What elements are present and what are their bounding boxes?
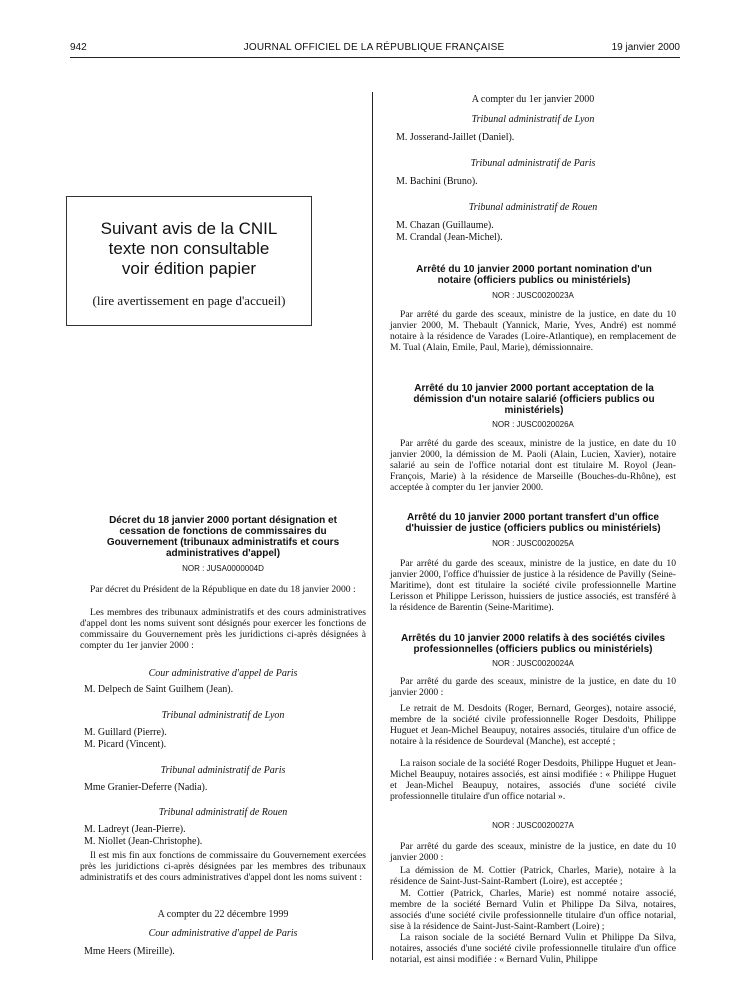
arrete-2-text: Par arrêté du garde des sceaux, ministre de la justice, en date du 10 janvier 2000, la démission de M. Paoli (Alain, Lucien, Xavier), notaire salarié au sein de l'office notarial dont est titulaire M. Royol (Jean-François, Marie) à la résidence de Marseille (Bouches-du-Rhône), est acceptée à compter du 1er janvier 2000.	[390, 438, 676, 493]
name-bachini: M. Bachini (Bruno).	[396, 176, 478, 187]
heading-ta-rouen: Tribunal administratif de Rouen	[158, 807, 288, 818]
arrete-3-nor: NOR : JUSC0020025A	[492, 539, 574, 548]
arrete-1-nor: NOR : JUSC0020023A	[492, 291, 574, 300]
issue-date: 19 janvier 2000	[611, 42, 680, 53]
decret-para-3: Il est mis fin aux fonctions de commissaire du Gouvernement exercées près les juridictions ci-après désignées par les membres des tribunaux administratifs et des cours administratives d'appel dont les noms suivent :	[80, 850, 366, 883]
name-crandal: M. Crandal (Jean-Michel).	[396, 232, 503, 243]
arrete-5-para-4: La raison sociale de la société Bernard Vulin et Philippe Da Silva, notaires, associés d'une société civile professionnelle titulaire d'un office notarial, est ainsi modifiée : « Bernard Vulin, Philippe	[390, 932, 676, 965]
arrete-5-para-1: Par arrêté du garde des sceaux, ministre de la justice, en date du 10 janvier 2000 :	[390, 841, 676, 863]
cnil-line-3: voir édition papier	[121, 259, 257, 278]
arrete-5-nor: NOR : JUSC0020027A	[492, 821, 574, 830]
arrete-1-text: Par arrêté du garde des sceaux, ministre de la justice, en date du 10 janvier 2000, M. Thebault (Yannick, Marie, Yves, André) est nommé notaire à la résidence de Varades (Loire-Atlantique), en remplacement de M. Tual (Alain, Emile, Paul, Marie), démissionnaire.	[390, 309, 676, 353]
decret-para-2: Les membres des tribunaux administratifs et des cours administratives d'appel dont les noms suivent sont désignés pour exercer les fonctions de commissaire du Gouvernement près les juridictions ci-après désignées à compter du 1er janvier 2000 :	[80, 607, 366, 651]
arrete-2-title: Arrêté du 10 janvier 2000 portant acceptation de la démission d'un notaire salarié (officiers publics ou ministériels)	[413, 383, 655, 416]
name-ladreyt: M. Ladreyt (Jean-Pierre).	[84, 824, 186, 835]
arrete-4-nor: NOR : JUSC0020024A	[492, 659, 574, 668]
name-niollet: M. Niollet (Jean-Christophe).	[84, 836, 203, 847]
from-dec-1999: A compter du 22 décembre 1999	[157, 909, 289, 920]
cnil-line-1: Suivant avis de la CNIL	[100, 219, 278, 238]
header-rule	[70, 57, 680, 58]
column-divider	[372, 92, 373, 960]
cnil-notice-box	[66, 196, 312, 326]
arrete-4-para-1: Par arrêté du garde des sceaux, ministre de la justice, en date du 10 janvier 2000 :	[390, 676, 676, 698]
from-jan-2000: A compter du 1er janvier 2000	[471, 94, 595, 105]
arrete-4-para-3: La raison sociale de la société Roger Desdoits, Philippe Huguet et Jean-Michel Beaupuy, notaires associés, est ainsi modifiée : « Philippe Huguet et Jean-Michel Beaupuy, notaires, associés d'une société civile professionnelle titulaire d'un office notarial ».	[390, 758, 677, 802]
arrete-2-nor: NOR : JUSC0020026A	[492, 420, 574, 429]
cnil-note: (lire avertissement en page d'accueil)	[92, 293, 286, 308]
name-granier: Mme Granier-Deferre (Nadia).	[84, 782, 208, 793]
decret-nor: NOR : JUSA0000004D	[182, 564, 264, 573]
arrete-5-para-2: La démission de M. Cottier (Patrick, Charles, Marie), notaire à la résidence de Saint-Just-Saint-Rambert (Loire), est acceptée ;	[390, 865, 676, 887]
name-guillard: M. Guillard (Pierre).	[84, 727, 167, 738]
decret-title: Décret du 18 janvier 2000 portant désignation et cessation de fonctions de commissaires du Gouvernement (tribunaux administratifs et cours administratives d'appel)	[106, 515, 340, 559]
arrete-5-para-3: M. Cottier (Patrick, Charles, Marie) est nommé notaire associé, membre de la société Bernard Vulin et Philippe Da Silva, notaires, associés d'une société civile professionnelle titulaire d'un office notarial, sise à la résidence de Saint-Just-Saint-Rambert (Loire) ;	[390, 888, 676, 932]
arrete-4-title: Arrêtés du 10 janvier 2000 relatifs à des sociétés civiles professionnelles (officiers publics ou ministériels)	[400, 633, 666, 655]
heading-ta-lyon: Tribunal administratif de Lyon	[161, 710, 285, 721]
arrete-3-text: Par arrêté du garde des sceaux, ministre de la justice, en date du 10 janvier 2000, l'office d'huissier de justice à la résidence de Pavilly (Seine-Maritime), dont est titulaire la société civile professionnelle Martine Lerisson et Philippe Lerisson, huissiers de justice associés, est transféré à la résidence de Barentin (Seine-Maritime).	[390, 558, 676, 613]
heading-caa-paris-2: Cour administrative d'appel de Paris	[148, 928, 298, 939]
page-header	[0, 0, 748, 60]
journal-title: JOURNAL OFFICIEL DE LA RÉPUBLIQUE FRANÇAISE	[243, 42, 505, 53]
page-number: 942	[70, 42, 87, 53]
name-chazan: M. Chazan (Guillaume).	[396, 220, 494, 231]
cnil-line-2: texte non consultable	[108, 239, 270, 258]
decret-para-1: Par décret du Président de la République en date du 18 janvier 2000 :	[90, 584, 356, 595]
heading-caa-paris: Cour administrative d'appel de Paris	[148, 668, 298, 679]
name-picard: M. Picard (Vincent).	[84, 739, 167, 750]
name-delpech: M. Delpech de Saint Guilhem (Jean).	[84, 684, 234, 695]
heading-paris: Tribunal administratif de Paris	[470, 158, 596, 169]
name-josserand: M. Josserand-Jaillet (Daniel).	[396, 132, 515, 143]
arrete-1-title: Arrêté du 10 janvier 2000 portant nomination d'un notaire (officiers publics ou ministériels)	[416, 264, 652, 286]
heading-lyon: Tribunal administratif de Lyon	[471, 114, 595, 125]
arrete-4-para-2: Le retrait de M. Desdoits (Roger, Bernard, Georges), notaire associé, membre de la société civile professionnelle Roger Desdoits, Philippe Huguet et Jean-Michel Beaupuy, notaires associés, titulaire d'un office de notaire à la résidence de Sourdeval (Manche), est accepté ;	[390, 703, 676, 747]
heading-rouen: Tribunal administratif de Rouen	[468, 202, 598, 213]
heading-ta-paris: Tribunal administratif de Paris	[160, 765, 286, 776]
arrete-3-title: Arrêté du 10 janvier 2000 portant transfert d'un office d'huissier de justice (officiers publics ou ministériels)	[405, 512, 661, 534]
name-heers: Mme Heers (Mireille).	[84, 946, 175, 957]
